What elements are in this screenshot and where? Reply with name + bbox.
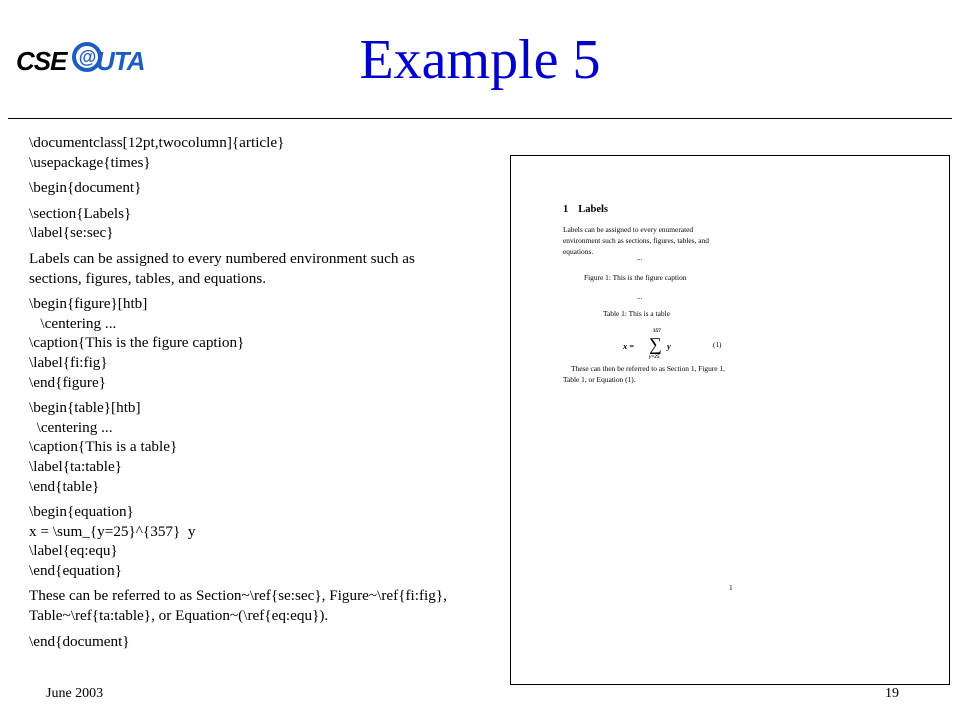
equation-variable: y: [667, 342, 671, 351]
code-line: \begin{document}: [29, 179, 142, 197]
code-block: [29, 632, 499, 652]
rendered-equation: [623, 330, 733, 362]
logo-uta-text: UTA: [96, 46, 145, 76]
rendered-table-ellipsis: ...: [637, 293, 643, 301]
rendered-page-number: 1: [729, 583, 733, 592]
code-block: [29, 204, 499, 243]
code-line: \caption{This is a table}: [29, 438, 178, 456]
code-line: \label{fi:fig}: [29, 353, 108, 371]
code-line: \centering ...: [29, 418, 113, 436]
rendered-figure-ellipsis: ...: [637, 254, 643, 262]
code-block: [29, 502, 499, 580]
code-line: x = \sum_{y=25}^{357} y: [29, 522, 196, 540]
code-block: [29, 133, 499, 172]
code-line: \end{table}: [29, 477, 100, 495]
code-block: [29, 178, 499, 198]
equation-sum-symbol: ∑: [649, 334, 662, 354]
code-line: \centering ...: [29, 314, 117, 332]
latex-source-listing: [29, 133, 499, 657]
code-block: [29, 398, 499, 496]
logo-at-symbol: @: [72, 42, 102, 72]
code-line: \section{Labels}: [29, 204, 132, 222]
equation-lhs: x =: [623, 342, 635, 351]
rendered-table-caption: Table 1: This is a table: [603, 309, 670, 318]
slide-title: Example 5: [359, 29, 601, 91]
code-line: \end{equation}: [29, 561, 123, 579]
rendered-page-preview: [510, 155, 950, 685]
equation-lower-limit: y=25: [649, 354, 660, 360]
code-line: \end{figure}: [29, 373, 106, 391]
code-line: sections, figures, tables, and equations.: [29, 269, 267, 287]
footer-slide-number: 19: [885, 686, 899, 701]
equation-number: (1): [713, 341, 722, 349]
rendered-section-title: Labels: [578, 204, 609, 215]
code-line: \usepackage{times}: [29, 153, 151, 171]
code-block: [29, 586, 499, 625]
code-line: Labels can be assigned to every numbered environment such as: [29, 249, 415, 267]
code-line: \label{se:sec}: [29, 224, 114, 242]
rendered-section-heading: [563, 204, 608, 215]
equation-upper-limit: 357: [653, 328, 661, 334]
code-block: [29, 294, 499, 392]
code-line: \begin{figure}[htb]: [29, 295, 148, 313]
code-line: \end{document}: [29, 632, 130, 650]
rendered-paragraph-1: Labels can be assigned to every enumerated environment such as sections, figures, tables, and equations.: [563, 225, 709, 256]
code-line: \begin{table}[htb]: [29, 399, 141, 417]
rendered-figure-caption: Figure 1: This is the figure caption: [584, 273, 687, 282]
rendered-paragraph-2: These can then be referred to as Section 1, Figure 1, Table 1, or Equation (1).: [563, 364, 725, 384]
code-line: \begin{equation}: [29, 503, 134, 521]
rendered-section-number: 1: [563, 204, 569, 215]
code-line: \label{ta:table}: [29, 457, 123, 475]
footer-date: June 2003: [46, 686, 104, 701]
code-line: \label{eq:equ}: [29, 542, 118, 560]
code-line: Table~\ref{ta:table}, or Equation~(\ref{eq:equ}).: [29, 607, 329, 625]
title-divider: [8, 118, 952, 119]
code-line: \documentclass[12pt,twocolumn]{article}: [29, 134, 285, 151]
code-line: These can be referred to as Section~\ref{se:sec}, Figure~\ref{fi:fig},: [29, 587, 447, 605]
logo-cse-text: CSE: [16, 46, 67, 76]
code-block: [29, 249, 499, 288]
code-line: \caption{This is the figure caption}: [29, 334, 245, 352]
